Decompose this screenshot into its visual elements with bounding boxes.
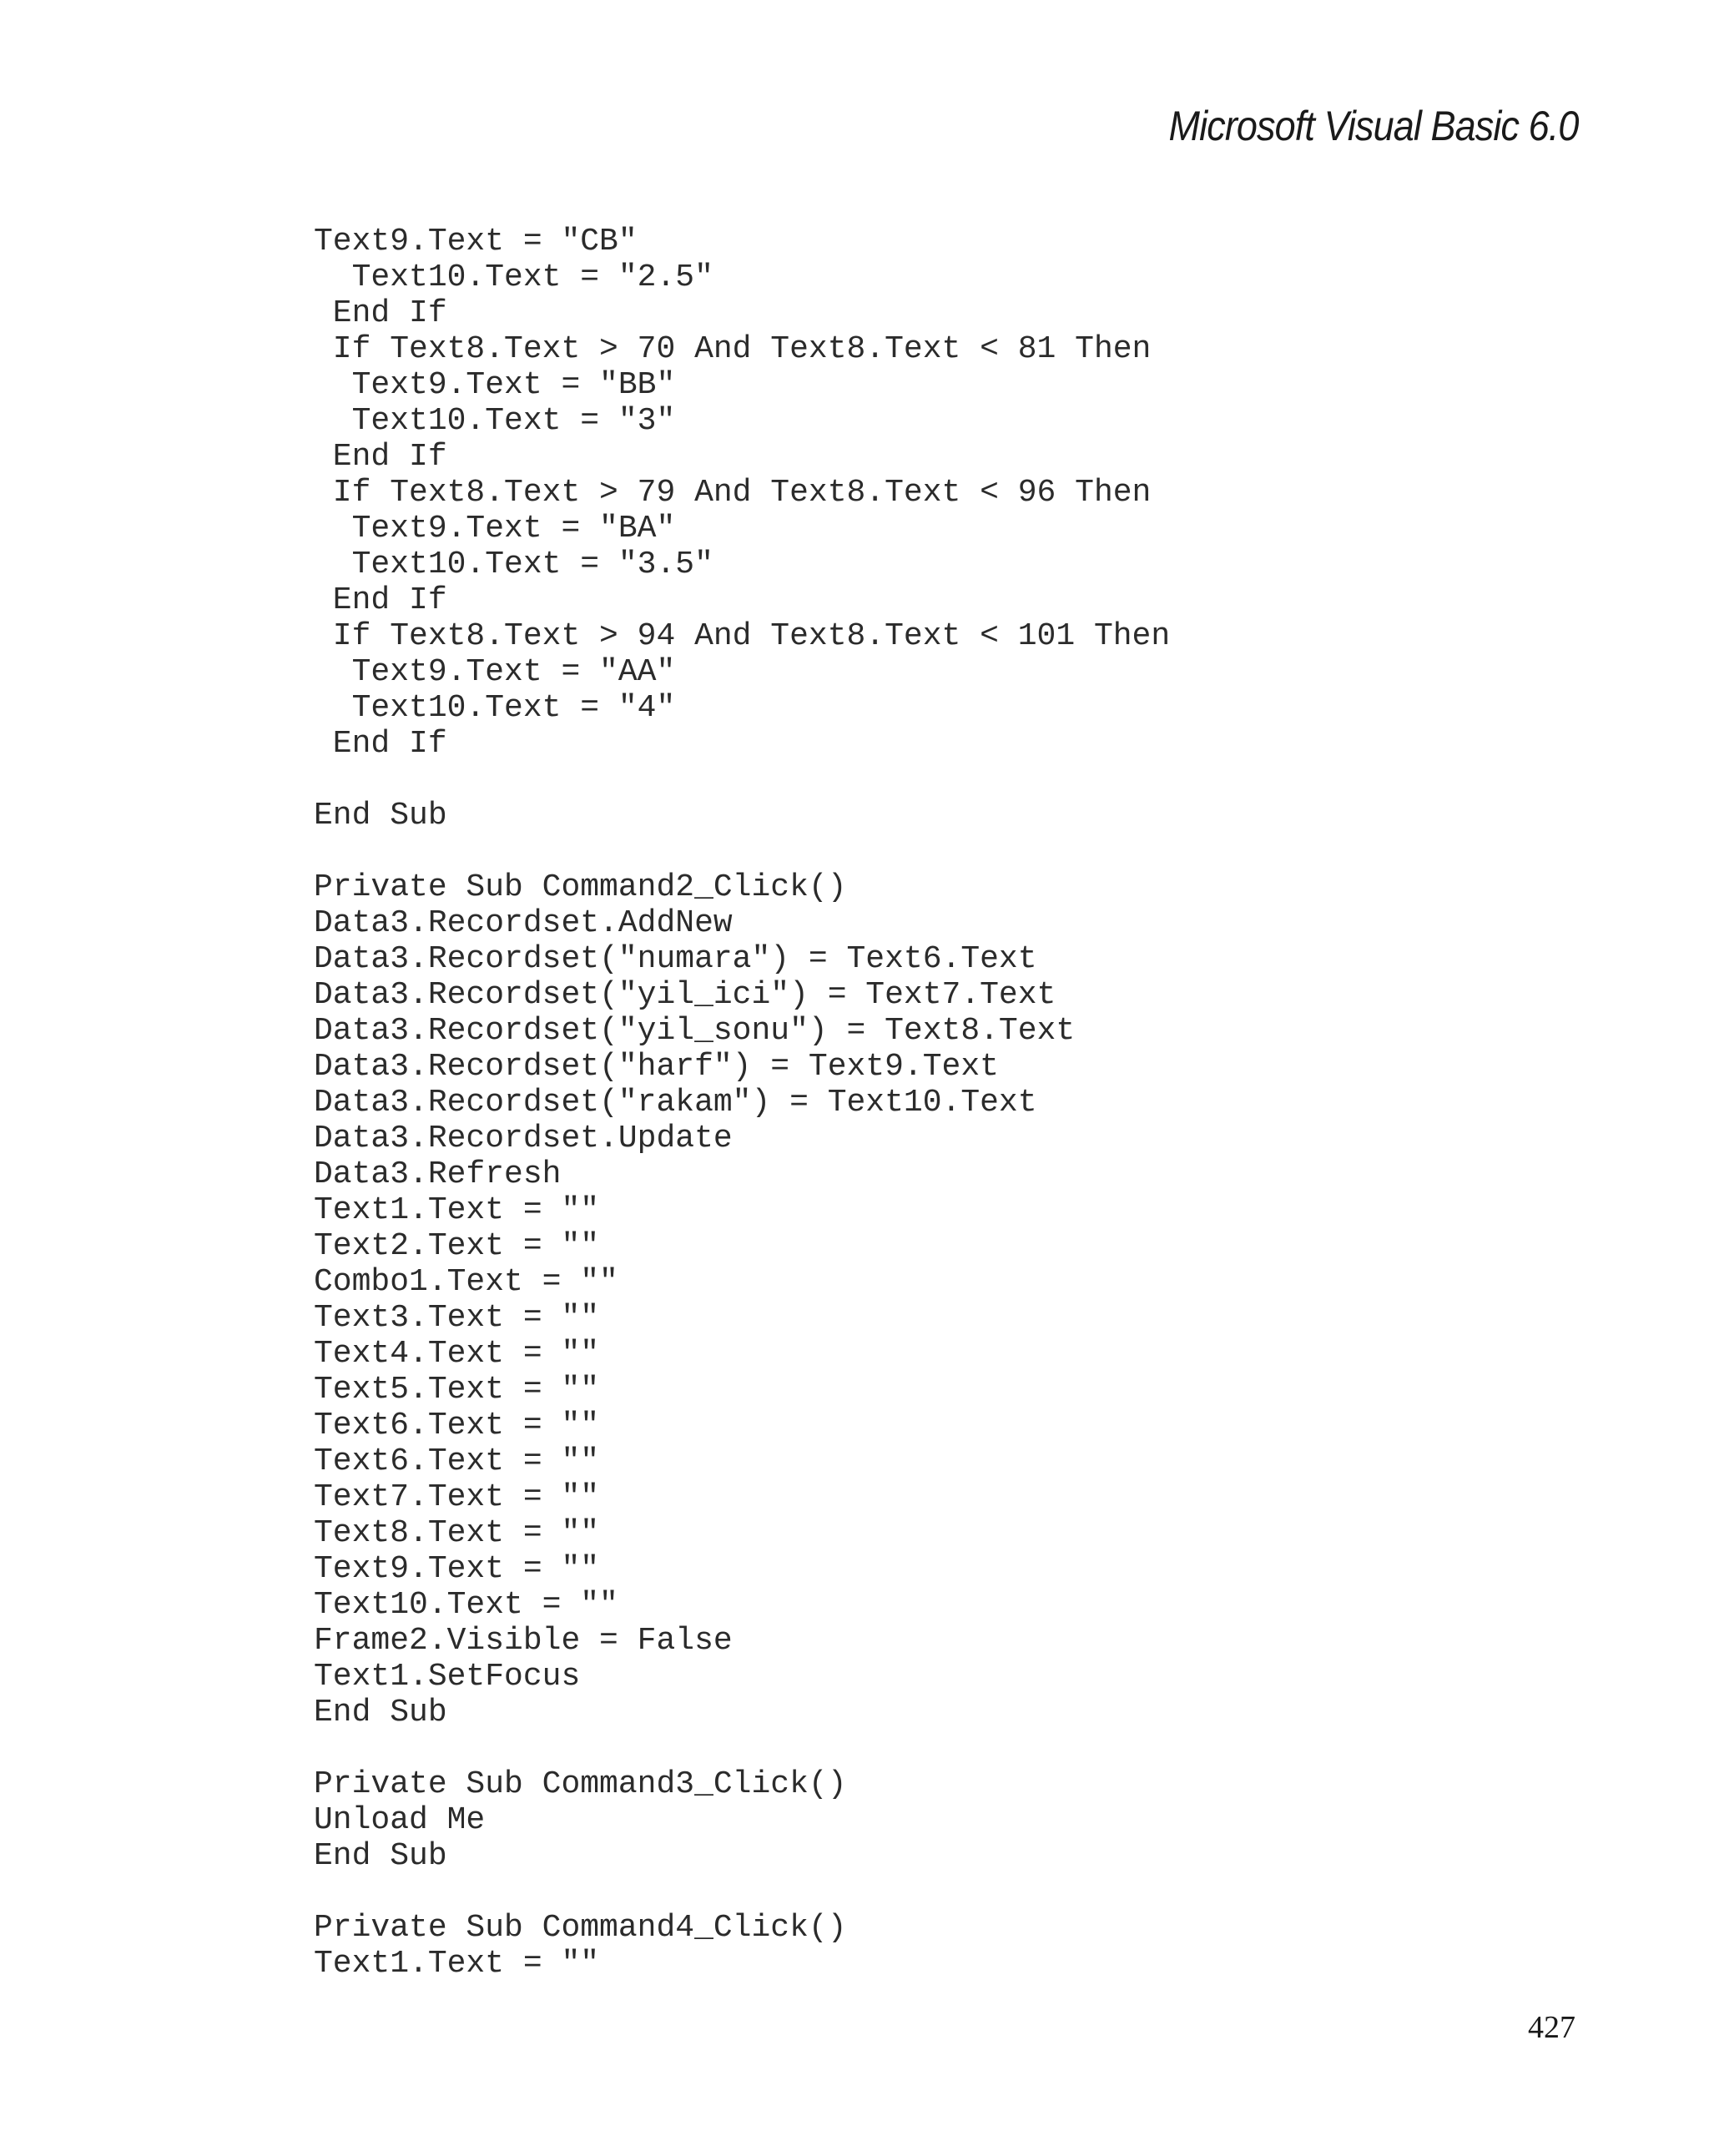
code-line: Frame2.Visible = False <box>314 1623 733 1659</box>
code-line: Data3.Recordset("rakam") = Text10.Text <box>314 1085 1037 1121</box>
code-line: Text10.Text = "" <box>314 1587 618 1623</box>
code-line: Data3.Recordset("numara") = Text6.Text <box>314 941 1037 977</box>
code-line: Text10.Text = "2.5" <box>314 259 713 295</box>
code-line-blank <box>314 834 1170 869</box>
code-line: If Text8.Text > 79 And Text8.Text < 96 Then <box>314 475 1152 511</box>
code-line-blank <box>314 1874 1170 1910</box>
code-line: Data3.Refresh <box>314 1156 562 1192</box>
code-line: End If <box>314 726 447 762</box>
code-line: Private Sub Command4_Click() <box>314 1910 847 1946</box>
code-line: Text9.Text = "CB" <box>314 224 638 259</box>
page-number: 427 <box>1528 2010 1575 2045</box>
code-line: If Text8.Text > 94 And Text8.Text < 101 Then <box>314 618 1171 654</box>
code-line: Combo1.Text = "" <box>314 1264 618 1300</box>
code-line: End If <box>314 295 447 331</box>
code-line: End Sub <box>314 798 447 834</box>
code-line: Text4.Text = "" <box>314 1336 600 1372</box>
code-line-blank <box>314 762 1170 798</box>
code-line: Data3.Recordset("harf") = Text9.Text <box>314 1049 999 1085</box>
code-line: Text10.Text = "3" <box>314 403 676 439</box>
code-line: Text6.Text = "" <box>314 1408 600 1443</box>
code-line-blank <box>314 1730 1170 1766</box>
code-line: Text5.Text = "" <box>314 1372 600 1408</box>
code-line: Data3.Recordset.AddNew <box>314 905 733 941</box>
code-line: Text10.Text = "4" <box>314 690 676 726</box>
code-line: Data3.Recordset.Update <box>314 1121 733 1156</box>
code-line: Private Sub Command3_Click() <box>314 1766 847 1802</box>
code-line: Text3.Text = "" <box>314 1300 600 1336</box>
code-listing <box>314 224 1170 1982</box>
code-line: Text9.Text = "BA" <box>314 511 676 547</box>
code-line: Text7.Text = "" <box>314 1479 600 1515</box>
code-line: Private Sub Command2_Click() <box>314 869 847 905</box>
code-line: Text1.Text = "" <box>314 1946 600 1982</box>
code-line: Data3.Recordset("yil_sonu") = Text8.Text <box>314 1013 1076 1049</box>
code-line: Text6.Text = "" <box>314 1443 600 1479</box>
code-line: Text9.Text = "AA" <box>314 654 676 690</box>
code-line: Unload Me <box>314 1802 486 1838</box>
code-line: End Sub <box>314 1838 447 1874</box>
code-line: Text10.Text = "3.5" <box>314 547 713 582</box>
code-line: Text9.Text = "" <box>314 1551 600 1587</box>
code-line: Text9.Text = "BB" <box>314 367 676 403</box>
code-line: End If <box>314 582 447 618</box>
code-line: End Sub <box>314 1695 447 1730</box>
code-line: Text2.Text = "" <box>314 1228 600 1264</box>
code-line: Data3.Recordset("yil_ici") = Text7.Text <box>314 977 1056 1013</box>
code-line: Text1.Text = "" <box>314 1192 600 1228</box>
code-line: End If <box>314 439 447 475</box>
code-line: Text8.Text = "" <box>314 1515 600 1551</box>
code-line: If Text8.Text > 70 And Text8.Text < 81 Then <box>314 331 1152 367</box>
code-line: Text1.SetFocus <box>314 1659 581 1695</box>
running-header: Microsoft Visual Basic 6.0 <box>1169 103 1579 149</box>
